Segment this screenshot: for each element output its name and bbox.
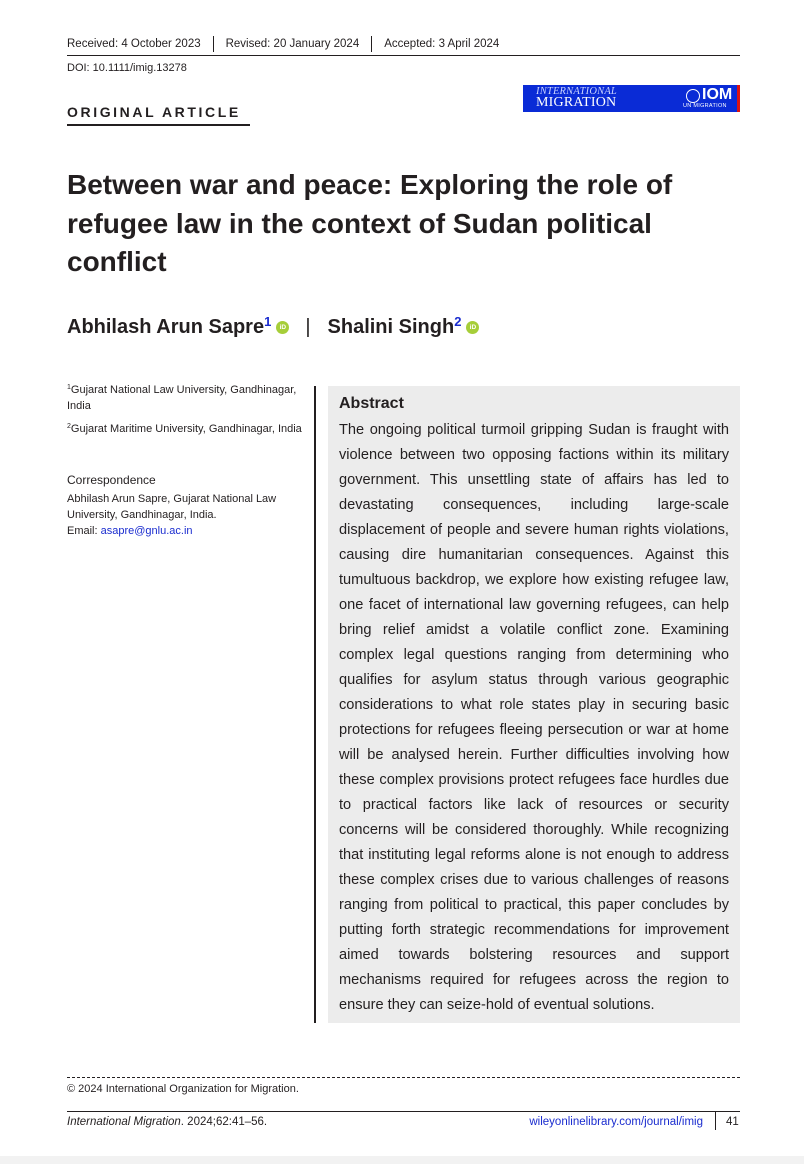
page-bottom-edge bbox=[0, 1156, 804, 1164]
footer-dashed-rule bbox=[67, 1077, 740, 1078]
journal-url[interactable]: wileyonlinelibrary.com/journal/imig bbox=[529, 1116, 703, 1128]
logo-line1: INTERNATIONAL bbox=[536, 86, 617, 97]
abstract-text: The ongoing political turmoil gripping Sudan is fraught with violence between two opposing factions within its military government. This unsettling state of affairs has led to devastating consequences, including large-scale displacement of people and severe human rights violations, causing dire humanitarian consequences. Against this tumultuous backdrop, we explore how existing refugee law, one facet of international law governing refugees, can help bring relief amidst a volatile conflict zone. Examining complex legal questions ranging from determining who qualifies for asylum status through various geographic considerations to what role states play in securing basic protections for refugees fleeing persecution or war at home will be analysed herein. Further difficulties involving how these complex provisions protect refugees face hurdles due to practical factors like lack of resources or security concerns will be considered thoroughly. While recognizing that instituting legal reforms alone is not enough to address these complex crises due to various challenges of reasons ranging from political to practical, this paper concludes by putting forth strategic recommendations for improvement aimed towards bolstering resources and support mechanisms required for refugees across the region to ensure they can seize-hold of eventual solutions. bbox=[339, 422, 729, 1013]
accepted-date: Accepted: 3 April 2024 bbox=[384, 38, 500, 50]
email-label: Email: bbox=[67, 525, 101, 537]
correspondence-heading: Correspondence bbox=[67, 473, 156, 487]
divider bbox=[371, 36, 372, 52]
author-separator: | bbox=[305, 316, 311, 338]
un-emblem-icon bbox=[686, 89, 700, 103]
article-title: Between war and peace: Exploring the role of refugee law in the context of Sudan political conflict bbox=[67, 169, 673, 277]
page-divider bbox=[715, 1112, 716, 1130]
author-name[interactable]: Abhilash Arun Sapre bbox=[67, 316, 265, 338]
article-type: ORIGINAL ARTICLE bbox=[67, 104, 241, 120]
author-name[interactable]: Shalini Singh bbox=[327, 316, 455, 338]
doi[interactable]: DOI: 10.1111/imig.13278 bbox=[67, 62, 187, 74]
article-type-underline bbox=[67, 124, 250, 126]
affiliation bbox=[67, 382, 307, 414]
revised-date: Revised: 20 January 2024 bbox=[225, 38, 360, 50]
page-number: 41 bbox=[726, 1116, 739, 1128]
journal-citation bbox=[67, 1116, 267, 1128]
affiliation-number: 1 bbox=[67, 384, 71, 391]
orcid-icon[interactable]: iD bbox=[466, 321, 479, 334]
affiliation bbox=[67, 421, 307, 437]
abstract-heading: Abstract bbox=[339, 395, 404, 412]
publication-dates bbox=[67, 36, 499, 52]
logo-line2: MIGRATION bbox=[536, 95, 617, 110]
author-affiliation-ref[interactable]: 2 bbox=[454, 314, 462, 329]
correspondence-text: Abhilash Arun Sapre, Gujarat National Law University, Gandhinagar, India. bbox=[67, 493, 277, 521]
journal-logo[interactable] bbox=[523, 85, 740, 112]
received-date: Received: 4 October 2023 bbox=[67, 38, 201, 50]
author-affiliation-ref[interactable]: 1 bbox=[264, 314, 272, 329]
journal-ref: . 2024;62:41–56. bbox=[180, 1116, 268, 1128]
abstract-rule bbox=[314, 386, 316, 1023]
header-rule bbox=[67, 55, 740, 56]
logo-org: IOM bbox=[702, 86, 733, 103]
affiliation-text: Gujarat National Law University, Gandhinagar, India bbox=[67, 384, 297, 412]
affiliation-number: 2 bbox=[67, 423, 71, 430]
divider bbox=[213, 36, 214, 52]
logo-org-sub: UN MIGRATION bbox=[683, 103, 727, 109]
orcid-icon[interactable]: iD bbox=[276, 321, 289, 334]
affiliation-text: Gujarat Maritime University, Gandhinagar, India bbox=[70, 423, 302, 435]
footer-rule bbox=[67, 1111, 740, 1112]
author-list bbox=[67, 316, 479, 339]
journal-name: International Migration bbox=[67, 1116, 181, 1128]
correspondence-details bbox=[67, 491, 307, 539]
copyright: © 2024 International Organization for Migration. bbox=[67, 1083, 299, 1095]
email-link[interactable]: asapre@gnlu.ac.in bbox=[100, 525, 193, 537]
